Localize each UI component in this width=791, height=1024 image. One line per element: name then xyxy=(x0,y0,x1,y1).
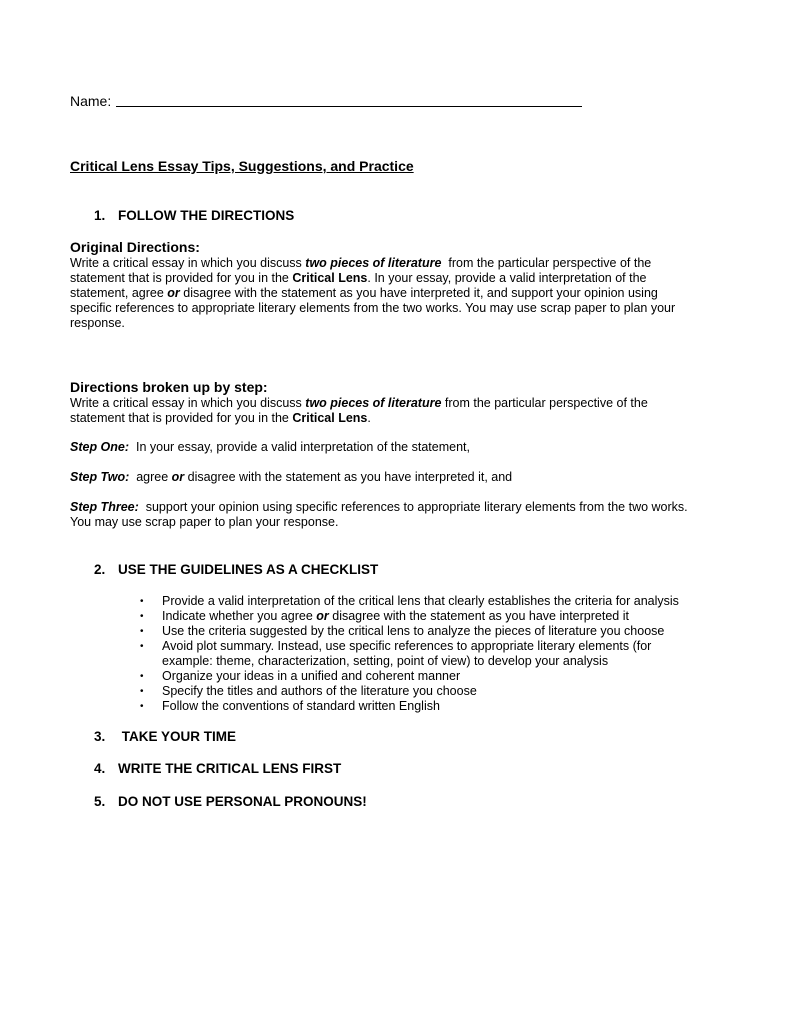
step-three: Step Three: support your opinion using specific references to appropriate literary elements from the two works. You may use scrap paper to plan your response. xyxy=(70,500,688,529)
bullet-icon: • xyxy=(140,641,144,652)
name-label: Name: xyxy=(70,93,112,109)
section-1-heading xyxy=(94,207,294,224)
original-line-4: specific references to appropriate literary elements from the two works. You may use scrap paper to plan your xyxy=(70,301,676,315)
bullet-icon: • xyxy=(140,596,144,607)
section-4-number: 4. xyxy=(94,761,106,776)
broken-line-1: Write a critical essay in which you discuss two pieces of literature from the particular perspective of the xyxy=(70,396,648,410)
step-two-label: Step Two: xyxy=(70,470,130,484)
section-4-title: WRITE THE CRITICAL LENS FIRST xyxy=(118,761,342,776)
broken-directions-heading: Directions broken up by step: xyxy=(70,379,268,395)
broken-directions-text xyxy=(70,396,720,426)
section-3-heading xyxy=(94,728,236,745)
original-directions-text xyxy=(70,256,720,331)
step-three-label: Step Three: xyxy=(70,500,139,514)
section-1-title: FOLLOW THE DIRECTIONS xyxy=(118,208,295,223)
name-blank-line[interactable] xyxy=(116,106,582,107)
section-5-title: DO NOT USE PERSONAL PRONOUNS! xyxy=(118,794,367,809)
page-title: Critical Lens Essay Tips, Suggestions, and Practice xyxy=(70,158,414,174)
section-2-heading xyxy=(94,561,378,578)
original-directions-heading: Original Directions: xyxy=(70,239,200,255)
bullet-icon: • xyxy=(140,626,144,637)
step-one-label: Step One: xyxy=(70,440,130,454)
list-item: • Indicate whether you agree or disagree with the statement as you have interpreted it xyxy=(140,609,629,623)
broken-line-2: statement that is provided for you in the Critical Lens. xyxy=(70,411,371,425)
bullet-icon: • xyxy=(140,611,144,622)
section-3-title: TAKE YOUR TIME xyxy=(118,729,237,744)
section-3-number: 3. xyxy=(94,729,106,744)
list-item: • Use the criteria suggested by the critical lens to analyze the pieces of literature you choose xyxy=(140,624,665,638)
original-line-5: response. xyxy=(70,316,125,330)
section-5-heading xyxy=(94,793,367,810)
list-item: • Organize your ideas in a unified and coherent manner xyxy=(140,669,461,683)
original-line-1: Write a critical essay in which you discuss two pieces of literature from the particular perspective of the xyxy=(70,256,652,270)
bullet-icon: • xyxy=(140,686,144,697)
original-line-3: statement, agree or disagree with the statement as you have interpreted it, and support your opinion using xyxy=(70,286,658,300)
step-one-text: In your essay, provide a valid interpretation of the statement, xyxy=(129,440,470,454)
section-5-number: 5. xyxy=(94,794,106,809)
list-item: • Provide a valid interpretation of the critical lens that clearly establishes the criteria for analysis xyxy=(140,594,679,608)
guidelines-checklist xyxy=(140,594,720,714)
list-item: • Specify the titles and authors of the literature you choose xyxy=(140,684,477,698)
section-4-heading xyxy=(94,760,341,777)
section-2-number: 2. xyxy=(94,562,106,577)
list-item: • Avoid plot summary. Instead, use specific references to appropriate literary elements (for example: theme, characterization, setting, point of view) to develop your analysis xyxy=(140,639,652,668)
step-one xyxy=(70,440,720,455)
bullet-icon: • xyxy=(140,701,144,712)
section-2-title: USE THE GUIDELINES AS A CHECKLIST xyxy=(118,562,379,577)
section-1-number: 1. xyxy=(94,208,106,223)
bullet-icon: • xyxy=(140,671,144,682)
original-line-2: statement that is provided for you in the Critical Lens. In your essay, provide a valid interpretation of the xyxy=(70,271,647,285)
list-item: • Follow the conventions of standard written English xyxy=(140,699,440,713)
step-two: Step Two: agree or disagree with the statement as you have interpreted it, and xyxy=(70,470,513,484)
